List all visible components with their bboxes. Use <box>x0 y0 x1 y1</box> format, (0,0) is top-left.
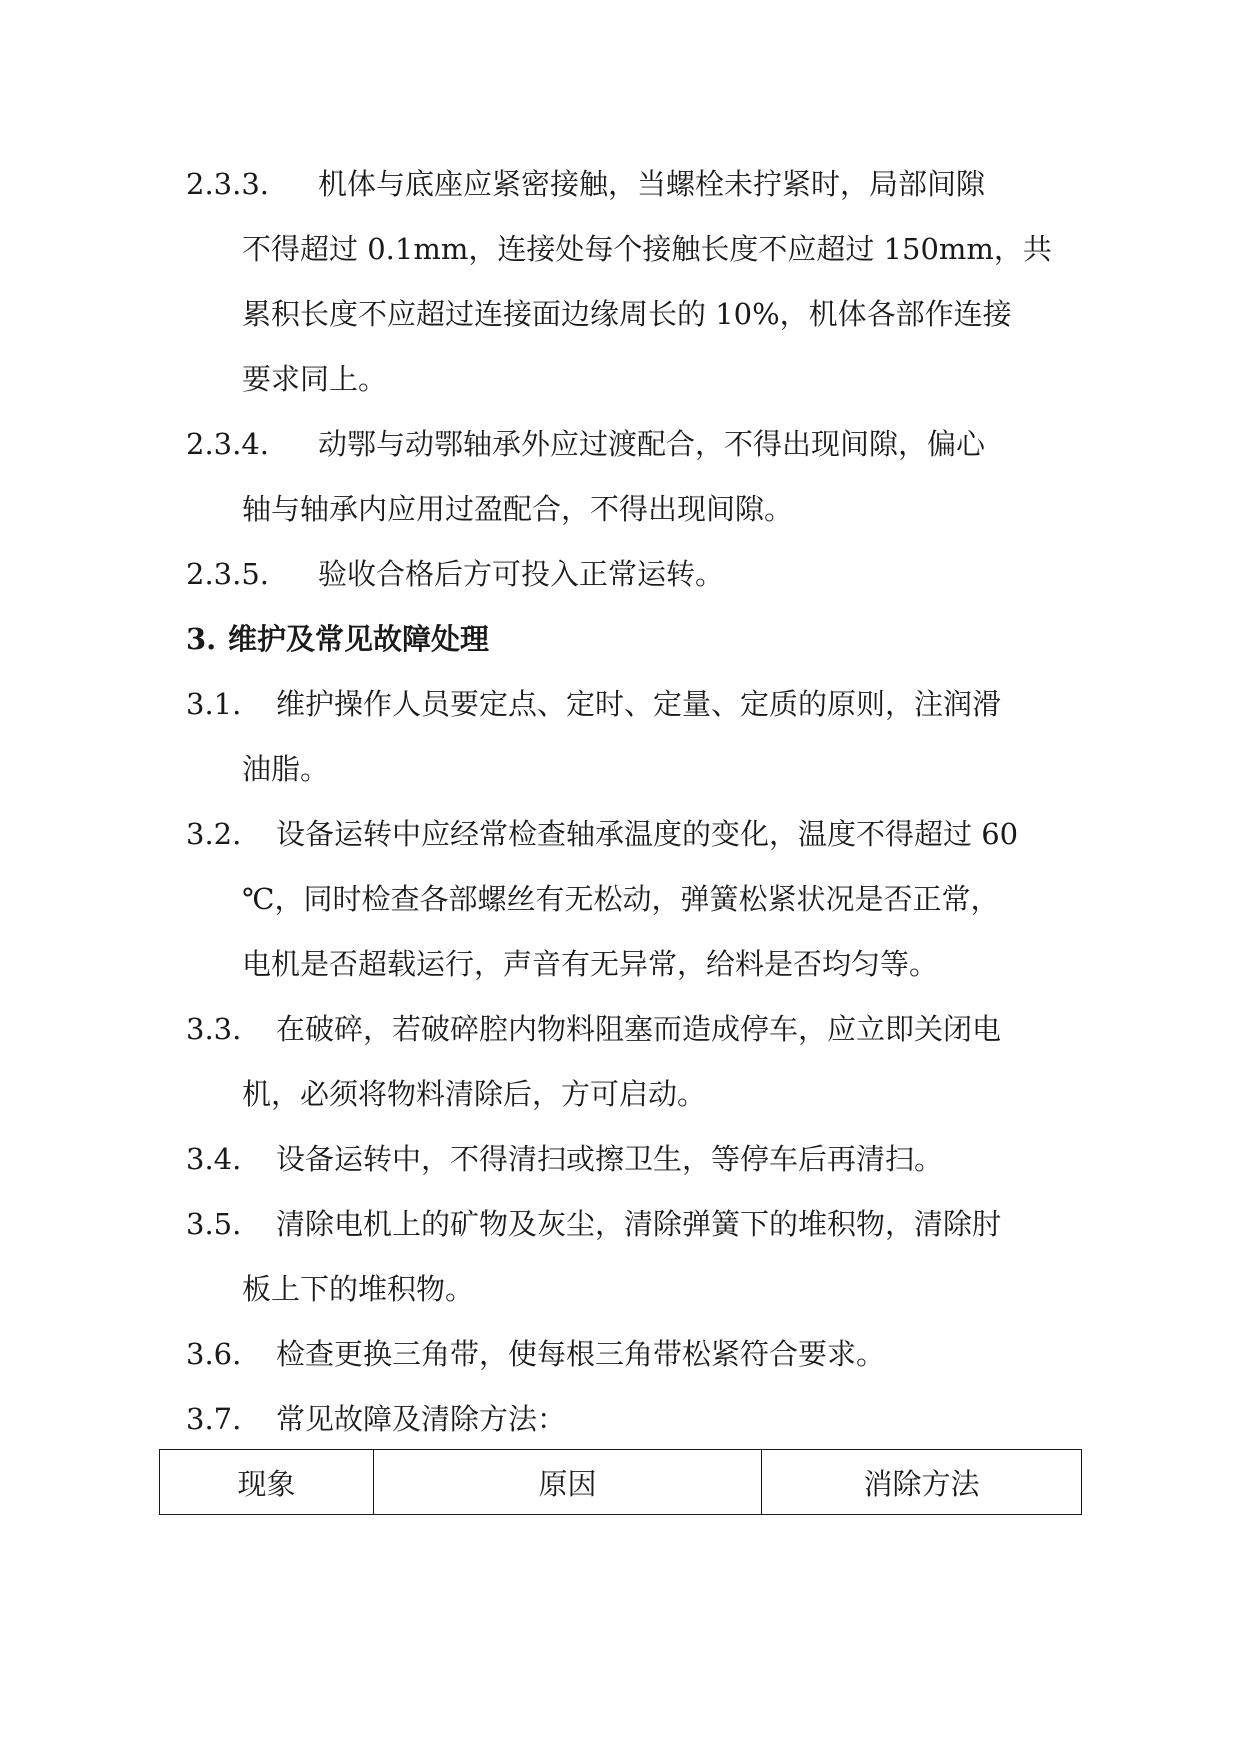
item-text: 在破碎，若破碎腔内物料阻塞而造成停车，应立即关闭电 <box>276 1012 1002 1046</box>
item-text: 电机是否超载运行，声音有无异常，给料是否均匀等。 <box>242 947 939 981</box>
item-number: 2.3.3. <box>186 167 270 201</box>
item-number: 3.5. <box>186 1207 242 1241</box>
numbered-item <box>186 1192 1056 1322</box>
item-number: 3. <box>186 622 217 656</box>
item-text: 检查更换三角带，使每根三角带松紧符合要求。 <box>276 1337 886 1371</box>
item-number: 3.2. <box>186 817 242 851</box>
item-text: 轴与轴承内应用过盈配合，不得出现间隙。 <box>242 492 794 526</box>
item-continuation-line <box>186 347 1056 412</box>
item-number: 3.1. <box>186 687 242 721</box>
section-heading <box>186 607 1056 672</box>
item-first-line <box>186 802 1056 867</box>
table-header-row <box>160 1450 1082 1515</box>
item-number: 3.3. <box>186 1012 242 1046</box>
item-number: 3.6. <box>186 1337 242 1371</box>
item-text: 不得超过 0.1mm，连接处每个接触长度不应超过 150mm，共 <box>242 232 1052 266</box>
item-first-line <box>186 1322 1056 1387</box>
item-first-line <box>186 997 1056 1062</box>
numbered-item <box>186 1387 1056 1452</box>
item-text: 清除电机上的矿物及灰尘，清除弹簧下的堆积物，清除肘 <box>276 1207 1002 1241</box>
item-text: 累积长度不应超过连接面边缘周长的 10%，机体各部作连接 <box>242 297 1012 331</box>
numbered-item <box>186 152 1056 412</box>
numbered-item <box>186 542 1056 607</box>
item-text: 油脂。 <box>242 752 330 786</box>
numbered-item <box>186 1127 1056 1192</box>
numbered-item <box>186 412 1056 542</box>
table-header-cell-remedy: 消除方法 <box>762 1450 1082 1515</box>
item-first-line <box>186 152 1056 217</box>
item-continuation-line <box>186 1257 1056 1322</box>
item-text: 机体与底座应紧密接触，当螺栓未拧紧时，局部间隙 <box>318 167 986 201</box>
numbered-item <box>186 802 1056 997</box>
item-first-line <box>186 412 1056 477</box>
item-text: 板上下的堆积物。 <box>242 1272 475 1306</box>
item-first-line <box>186 1387 1056 1452</box>
item-text: ℃，同时检查各部螺丝有无松动，弹簧松紧状况是否正常， <box>242 882 1000 916</box>
fault-table <box>159 1449 1082 1515</box>
item-text: 维护操作人员要定点、定时、定量、定质的原则，注润滑 <box>276 687 1002 721</box>
item-first-line <box>186 672 1056 737</box>
numbered-item <box>186 1322 1056 1387</box>
table-header-cell-cause: 原因 <box>374 1450 762 1515</box>
item-continuation-line <box>186 217 1056 282</box>
numbered-item <box>186 997 1056 1127</box>
item-number: 2.3.5. <box>186 557 270 591</box>
item-text: 动鄂与动鄂轴承外应过渡配合，不得出现间隙，偏心 <box>318 427 986 461</box>
item-first-line <box>186 607 1056 672</box>
item-continuation-line <box>186 282 1056 347</box>
item-continuation-line <box>186 1062 1056 1127</box>
item-number: 2.3.4. <box>186 427 270 461</box>
item-number: 3.7. <box>186 1402 242 1436</box>
item-first-line <box>186 542 1056 607</box>
item-first-line <box>186 1127 1056 1192</box>
item-continuation-line <box>186 867 1056 932</box>
item-text: 验收合格后方可投入正常运转。 <box>318 557 725 591</box>
item-continuation-line <box>186 737 1056 802</box>
item-text: 设备运转中，不得清扫或擦卫生，等停车后再清扫。 <box>276 1142 944 1176</box>
item-number: 3.4. <box>186 1142 242 1176</box>
table-header-cell-phenomenon: 现象 <box>160 1450 374 1515</box>
item-continuation-line <box>186 477 1056 542</box>
numbered-item <box>186 672 1056 802</box>
item-text: 机，必须将物料清除后，方可启动。 <box>242 1077 707 1111</box>
item-first-line <box>186 1192 1056 1257</box>
item-continuation-line <box>186 932 1056 997</box>
item-text: 设备运转中应经常检查轴承温度的变化，温度不得超过 60 <box>276 817 1019 851</box>
item-text: 维护及常见故障处理 <box>228 622 490 656</box>
item-text: 要求同上。 <box>242 362 388 396</box>
item-text: 常见故障及清除方法： <box>276 1402 567 1436</box>
